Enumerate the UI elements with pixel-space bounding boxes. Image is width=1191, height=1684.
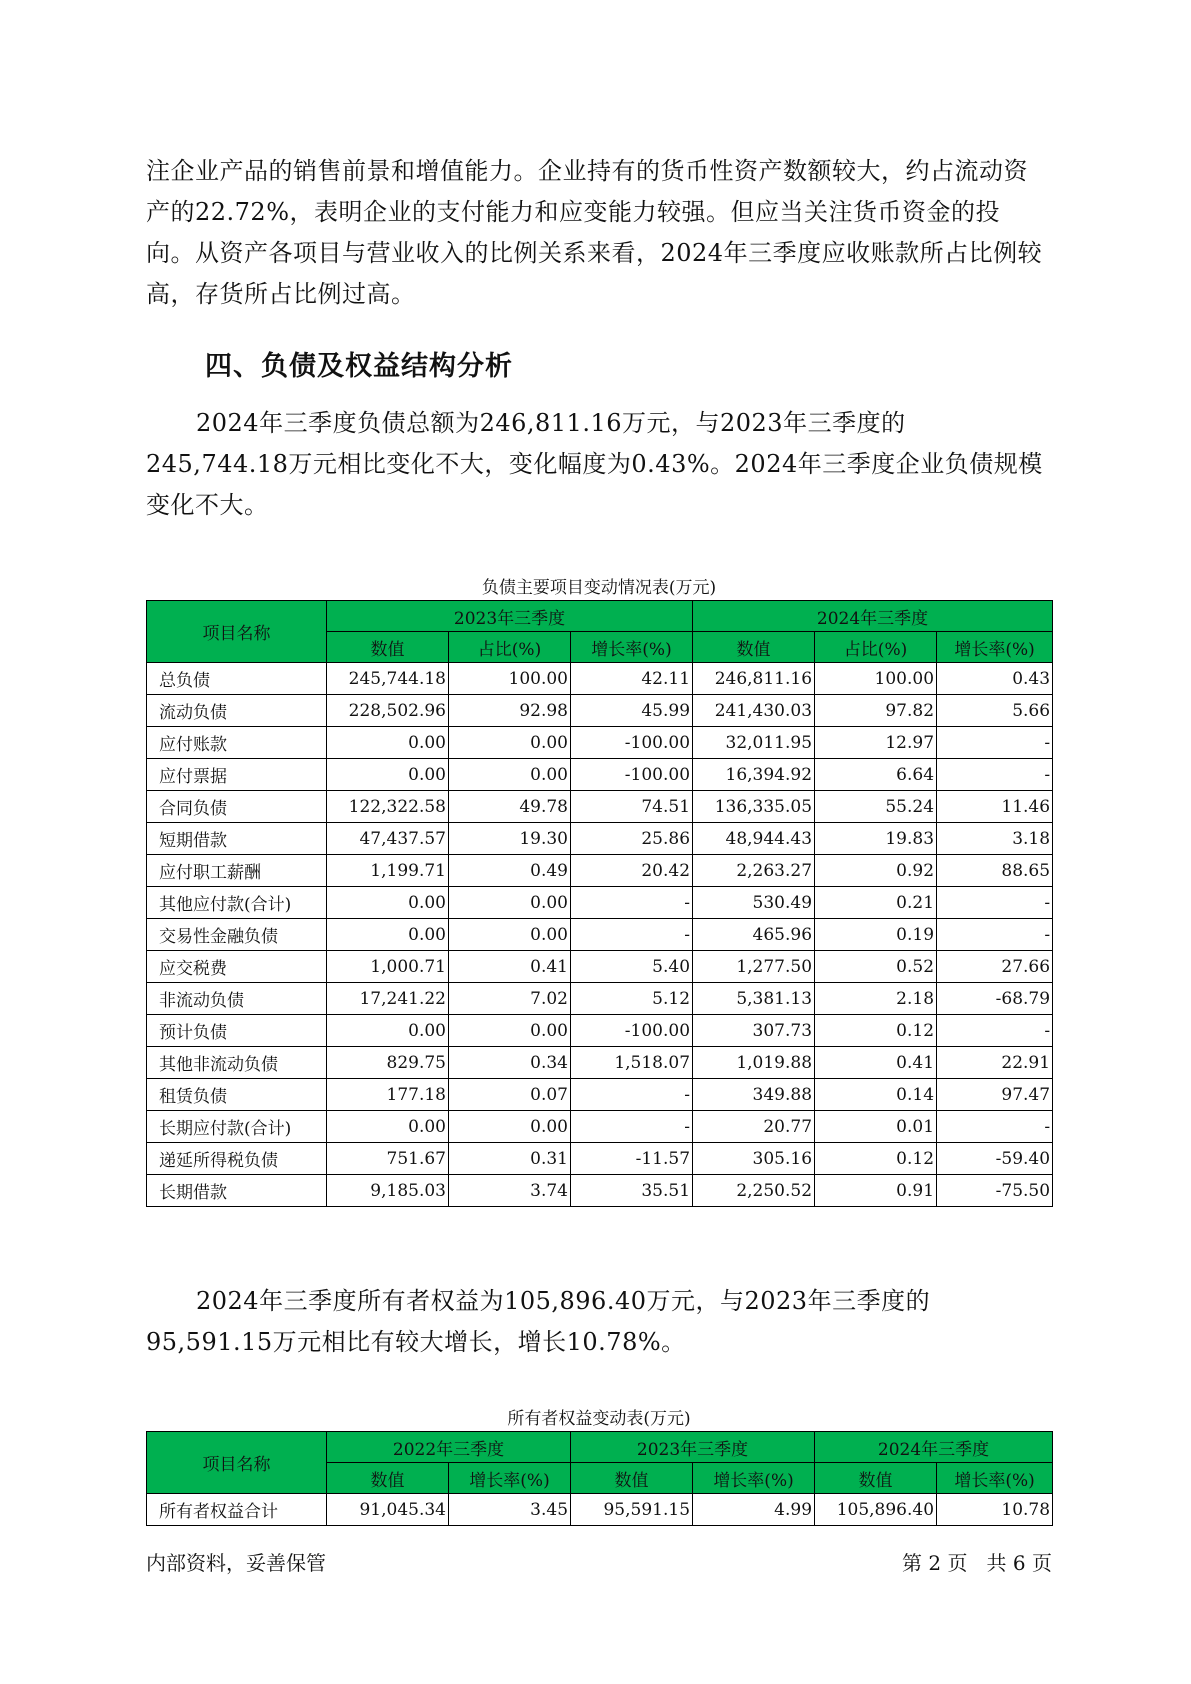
table-cell: 0.00 [327, 887, 449, 919]
table-cell: 0.34 [449, 1047, 571, 1079]
table-cell: 95,591.15 [571, 1494, 693, 1526]
table-cell: -59.40 [937, 1143, 1053, 1175]
table-cell: 307.73 [693, 1015, 815, 1047]
table-cell: - [937, 887, 1053, 919]
table-cell: 177.18 [327, 1079, 449, 1111]
row-label: 交易性金融负债 [147, 919, 327, 951]
table-cell: 17,241.22 [327, 983, 449, 1015]
table-cell: - [937, 1015, 1053, 1047]
table-cell: 0.00 [327, 727, 449, 759]
table-cell: 0.00 [327, 759, 449, 791]
table-cell: 305.16 [693, 1143, 815, 1175]
table-cell: 49.78 [449, 791, 571, 823]
table-cell: 19.30 [449, 823, 571, 855]
table-cell: 105,896.40 [815, 1494, 937, 1526]
table-cell: 48,944.43 [693, 823, 815, 855]
table-cell: 465.96 [693, 919, 815, 951]
subheader-share: 占比(%) [815, 632, 937, 663]
header-item-name: 项目名称 [147, 601, 327, 663]
table-cell: 349.88 [693, 1079, 815, 1111]
table-cell: 6.64 [815, 759, 937, 791]
table2-caption: 所有者权益变动表(万元) [507, 1409, 691, 1429]
table-cell: - [937, 919, 1053, 951]
row-label: 合同负债 [147, 791, 327, 823]
table-cell: - [571, 887, 693, 919]
table-cell: - [571, 1111, 693, 1143]
row-label: 长期借款 [147, 1175, 327, 1207]
table-cell: 245,744.18 [327, 663, 449, 695]
table-cell: 5,381.13 [693, 983, 815, 1015]
table-row [147, 1015, 1053, 1047]
table-cell: 0.91 [815, 1175, 937, 1207]
table-cell: 32,011.95 [693, 727, 815, 759]
header-group-2024: 2024年三季度 [815, 1432, 1053, 1463]
subheader-share: 占比(%) [449, 632, 571, 663]
table-row [147, 1047, 1053, 1079]
table-cell: 0.00 [327, 1111, 449, 1143]
table-cell: 35.51 [571, 1175, 693, 1207]
table-cell: 16,394.92 [693, 759, 815, 791]
table-cell: 0.49 [449, 855, 571, 887]
table-cell: 20.77 [693, 1111, 815, 1143]
subheader-growth: 增长率(%) [693, 1463, 815, 1494]
table-cell: -68.79 [937, 983, 1053, 1015]
table1-caption: 负债主要项目变动情况表(万元) [481, 578, 717, 598]
table-cell: 19.83 [815, 823, 937, 855]
footer-note: 内部资料，妥善保管 [146, 1551, 326, 1575]
subheader-value: 数值 [327, 1463, 449, 1494]
table-row [147, 887, 1053, 919]
table-cell: 92.98 [449, 695, 571, 727]
table-cell: 22.91 [937, 1047, 1053, 1079]
table-cell: - [937, 759, 1053, 791]
header-group-2023: 2023年三季度 [571, 1432, 815, 1463]
table-cell: -75.50 [937, 1175, 1053, 1207]
subheader-growth: 增长率(%) [937, 1463, 1053, 1494]
subheader-growth: 增长率(%) [571, 632, 693, 663]
table-cell: 10.78 [937, 1494, 1053, 1526]
table-cell: 74.51 [571, 791, 693, 823]
table-row [147, 1143, 1053, 1175]
table-cell: 0.12 [815, 1143, 937, 1175]
table-cell: 1,199.71 [327, 855, 449, 887]
table-cell: 246,811.16 [693, 663, 815, 695]
subheader-value: 数值 [815, 1463, 937, 1494]
table-cell: 0.07 [449, 1079, 571, 1111]
row-label: 递延所得税负债 [147, 1143, 327, 1175]
paragraph-liabilities: 2024年三季度负债总额为246,811.16万元，与2023年三季度的245,744.18万元相比变化不大，变化幅度为0.43%。2024年三季度企业负债规模变化不大。 [146, 409, 1043, 519]
table-row [147, 759, 1053, 791]
table-cell: 0.41 [449, 951, 571, 983]
table-row [147, 823, 1053, 855]
paragraph-equity: 2024年三季度所有者权益为105,896.40万元，与2023年三季度的95,591.15万元相比有较大增长，增长10.78%。 [146, 1287, 931, 1356]
subheader-growth: 增长率(%) [449, 1463, 571, 1494]
table-cell: 530.49 [693, 887, 815, 919]
table-cell: 55.24 [815, 791, 937, 823]
table-cell: 0.01 [815, 1111, 937, 1143]
table-cell: 25.86 [571, 823, 693, 855]
table-cell: 1,000.71 [327, 951, 449, 983]
paragraph-asset-analysis: 注企业产品的销售前景和增值能力。企业持有的货币性资产数额较大，约占流动资产的22.72%，表明企业的支付能力和应变能力较强。但应当关注货币资金的投向。从资产各项目与营业收入的比例关系来看，2024年三季度应收账款所占比例较高，存货所占比例过高。 [146, 157, 1043, 308]
table-cell: 9,185.03 [327, 1175, 449, 1207]
table-cell: 5.40 [571, 951, 693, 983]
table-cell: 91,045.34 [327, 1494, 449, 1526]
table-row [147, 1494, 1053, 1526]
table-cell: - [571, 919, 693, 951]
row-label: 短期借款 [147, 823, 327, 855]
table-cell: 0.00 [449, 919, 571, 951]
table-cell: -100.00 [571, 759, 693, 791]
table-cell: 3.18 [937, 823, 1053, 855]
table-cell: 4.99 [693, 1494, 815, 1526]
table-row [147, 983, 1053, 1015]
table-cell: 0.00 [327, 919, 449, 951]
table-cell: - [571, 1079, 693, 1111]
table-cell: 5.66 [937, 695, 1053, 727]
table-cell: 829.75 [327, 1047, 449, 1079]
table-row [147, 1079, 1053, 1111]
table-cell: 3.45 [449, 1494, 571, 1526]
table-cell: 1,277.50 [693, 951, 815, 983]
table-cell: 0.52 [815, 951, 937, 983]
table-cell: 3.74 [449, 1175, 571, 1207]
table-cell: 0.00 [449, 887, 571, 919]
table-row [147, 855, 1053, 887]
table-cell: 0.14 [815, 1079, 937, 1111]
subheader-growth: 增长率(%) [937, 632, 1053, 663]
row-label: 其他应付款(合计) [147, 887, 327, 919]
table-cell: 2,250.52 [693, 1175, 815, 1207]
table-cell: 7.02 [449, 983, 571, 1015]
table-cell: 20.42 [571, 855, 693, 887]
table-cell: -100.00 [571, 1015, 693, 1047]
table-cell: 0.92 [815, 855, 937, 887]
table-cell: 241,430.03 [693, 695, 815, 727]
subheader-value: 数值 [327, 632, 449, 663]
row-label: 长期应付款(合计) [147, 1111, 327, 1143]
header-group-2022: 2022年三季度 [327, 1432, 571, 1463]
header-group-2024: 2024年三季度 [693, 601, 1053, 632]
row-label: 非流动负债 [147, 983, 327, 1015]
table-cell: 12.97 [815, 727, 937, 759]
subheader-value: 数值 [693, 632, 815, 663]
table-cell: 136,335.05 [693, 791, 815, 823]
table-cell: - [937, 1111, 1053, 1143]
row-label: 应付票据 [147, 759, 327, 791]
header-group-2023: 2023年三季度 [327, 601, 693, 632]
row-label: 其他非流动负债 [147, 1047, 327, 1079]
header-item-name: 项目名称 [147, 1432, 327, 1494]
table-cell: 45.99 [571, 695, 693, 727]
table-row [147, 791, 1053, 823]
table-cell: 97.82 [815, 695, 937, 727]
subheader-value: 数值 [571, 1463, 693, 1494]
table-cell: 88.65 [937, 855, 1053, 887]
table-row [147, 919, 1053, 951]
table-cell: 0.00 [449, 1111, 571, 1143]
table-cell: 0.12 [815, 1015, 937, 1047]
table-cell: 0.00 [449, 1015, 571, 1047]
table-cell: 0.00 [449, 727, 571, 759]
equity-table [146, 1431, 1053, 1526]
row-label: 所有者权益合计 [147, 1494, 327, 1526]
row-label: 租赁负债 [147, 1079, 327, 1111]
table-cell: -11.57 [571, 1143, 693, 1175]
table-cell: 27.66 [937, 951, 1053, 983]
row-label: 应付账款 [147, 727, 327, 759]
table-row [147, 695, 1053, 727]
table-cell: 5.12 [571, 983, 693, 1015]
table-row [147, 727, 1053, 759]
table-cell: 47,437.57 [327, 823, 449, 855]
section-heading: 四、负债及权益结构分析 [205, 351, 513, 382]
table-row [147, 1111, 1053, 1143]
table-cell: 100.00 [449, 663, 571, 695]
table-row [147, 663, 1053, 695]
table-cell: 42.11 [571, 663, 693, 695]
row-label: 总负债 [147, 663, 327, 695]
table-cell: 0.19 [815, 919, 937, 951]
table-cell: 2.18 [815, 983, 937, 1015]
table-cell: 1,019.88 [693, 1047, 815, 1079]
table-cell: 228,502.96 [327, 695, 449, 727]
table-cell: 1,518.07 [571, 1047, 693, 1079]
table-row [147, 951, 1053, 983]
row-label: 预计负债 [147, 1015, 327, 1047]
row-label: 应付职工薪酬 [147, 855, 327, 887]
table-cell: -100.00 [571, 727, 693, 759]
liabilities-table [146, 600, 1053, 1207]
table-cell: 0.31 [449, 1143, 571, 1175]
table-cell: 0.00 [449, 759, 571, 791]
table-cell: 0.41 [815, 1047, 937, 1079]
table-cell: 0.21 [815, 887, 937, 919]
row-label: 流动负债 [147, 695, 327, 727]
table-cell: 122,322.58 [327, 791, 449, 823]
page-number: 第 2 页 共 6 页 [902, 1551, 1052, 1575]
table-cell: 0.00 [327, 1015, 449, 1047]
table-cell: 97.47 [937, 1079, 1053, 1111]
row-label: 应交税费 [147, 951, 327, 983]
table-cell: 0.43 [937, 663, 1053, 695]
table-cell: - [937, 727, 1053, 759]
table-cell: 751.67 [327, 1143, 449, 1175]
table-cell: 11.46 [937, 791, 1053, 823]
table-row [147, 1175, 1053, 1207]
table-cell: 100.00 [815, 663, 937, 695]
table-cell: 2,263.27 [693, 855, 815, 887]
